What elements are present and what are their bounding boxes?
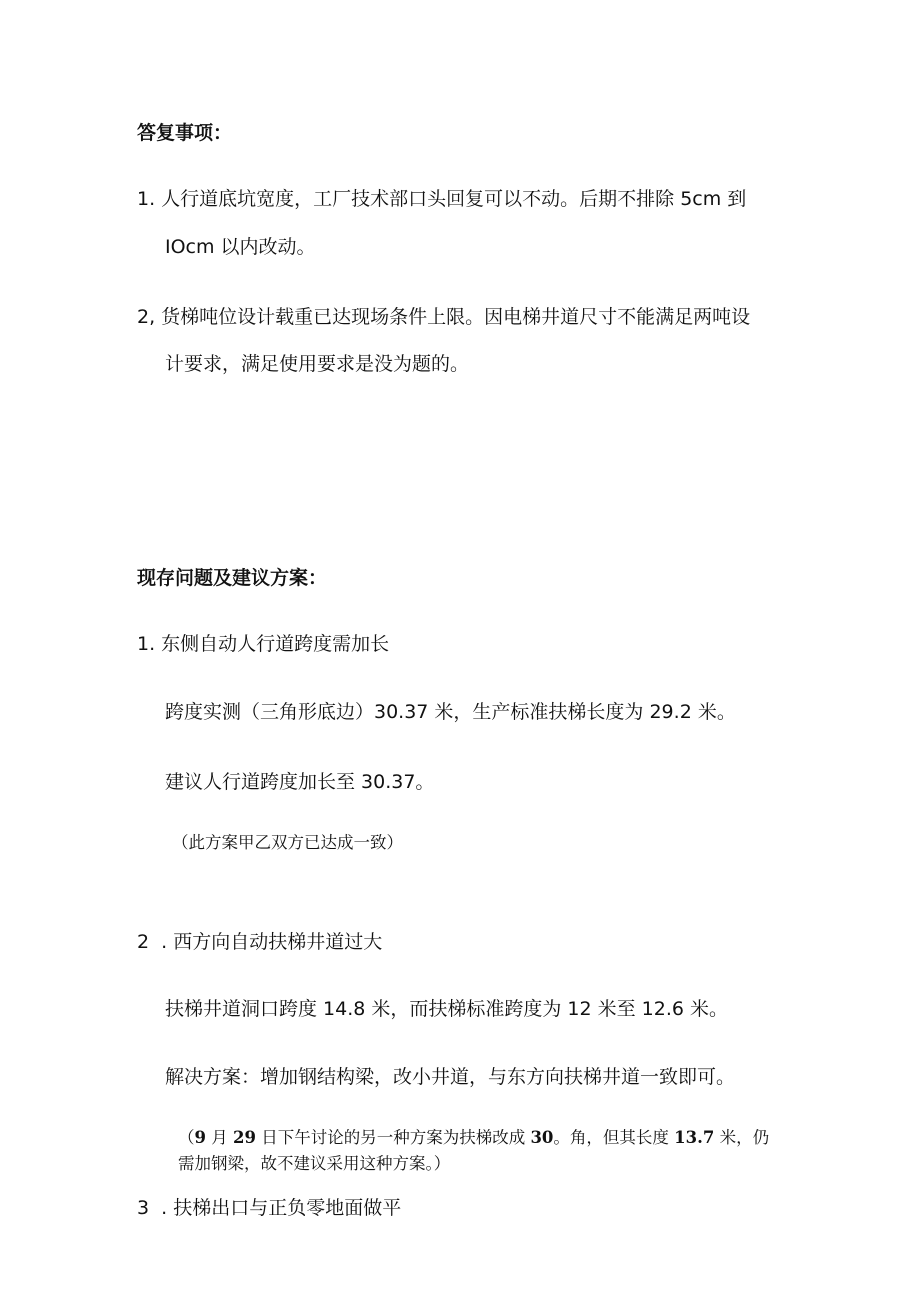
issue-2-note-line-1: （9 月 29 日下午讨论的另一种方案为扶梯改成 30。角，但其长度 13.7 米，仍 xyxy=(178,1128,770,1147)
issue-1-note: （此方案甲乙双方已达成一致） xyxy=(172,833,403,852)
section-heading-reply: 答复事项： xyxy=(137,122,233,144)
reply-item-2-line-2: 计要求，满足使用要求是没为题的。 xyxy=(165,353,470,375)
issue-3-title: 3 . 扶梯出口与正负零地面做平 xyxy=(137,1197,402,1219)
reply-item-1-line-2: IOcm 以内改动。 xyxy=(165,236,316,258)
issue-2-detail-2: 解决方案：增加钢结构梁，改小井道，与东方向扶梯井道一致即可。 xyxy=(165,1066,736,1088)
issue-1-detail-2: 建议人行道跨度加长至 30.37。 xyxy=(165,771,435,793)
issue-2-title: 2 . 西方向自动扶梯井道过大 xyxy=(137,931,383,953)
issue-2-detail-1: 扶梯井道洞口跨度 14.8 米，而扶梯标准跨度为 12 米至 12.6 米。 xyxy=(165,998,729,1020)
reply-item-1-line-1: 1. 人行道底坑宽度，工厂技术部口头回复可以不动。后期不排除 5cm 到 xyxy=(137,188,747,210)
reply-item-2-line-1: 2, 货梯吨位设计载重已达现场条件上限。因电梯井道尺寸不能满足两吨设 xyxy=(137,306,751,328)
issue-1-detail-1: 跨度实测（三角形底边）30.37 米，生产标准扶梯长度为 29.2 米。 xyxy=(165,701,736,723)
section-heading-issues: 现存问题及建议方案： xyxy=(137,567,328,589)
issue-1-title: 1. 东侧自动人行道跨度需加长 xyxy=(137,633,390,655)
issue-2-note-line-2: 需加钢梁，故不建议采用这种方案。） xyxy=(178,1154,451,1173)
